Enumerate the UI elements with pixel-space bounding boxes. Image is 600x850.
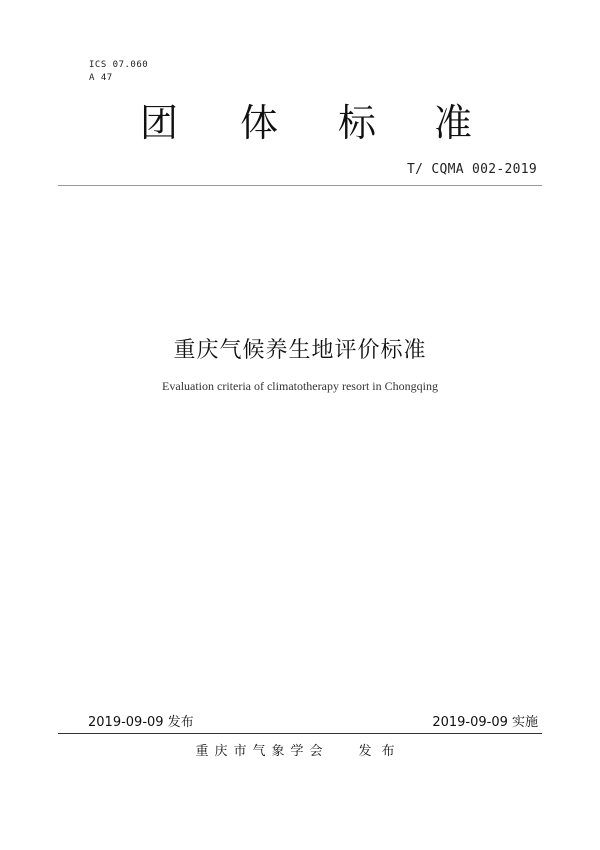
ics-code: ICS 07.060 — [89, 60, 149, 70]
publishing-organization: 重庆市气象学会 — [195, 744, 329, 759]
implementation-date: 2019-09-09 实施 — [432, 715, 538, 730]
header-divider — [58, 185, 542, 186]
classification-codes — [89, 59, 148, 85]
standard-number: T/ CQMA 002-2019 — [406, 162, 537, 177]
document-type-heading — [0, 98, 600, 148]
footer-divider — [58, 733, 542, 734]
standard-title-chinese: 重庆气候养生地评价标准 — [173, 338, 427, 363]
standard-title-english: Evaluation criteria of climatotherapy resort in Chongqing — [162, 379, 438, 393]
publisher-line — [0, 740, 600, 759]
doc-type-char: 标 — [338, 101, 377, 145]
doc-type-char: 体 — [240, 101, 279, 145]
doc-type-char: 团 — [140, 101, 179, 145]
issue-date: 2019-09-09 发布 — [88, 715, 194, 730]
doc-type-char: 准 — [434, 101, 473, 145]
publish-label: 发布 — [358, 744, 405, 759]
ccs-code: A 47 — [89, 73, 113, 83]
